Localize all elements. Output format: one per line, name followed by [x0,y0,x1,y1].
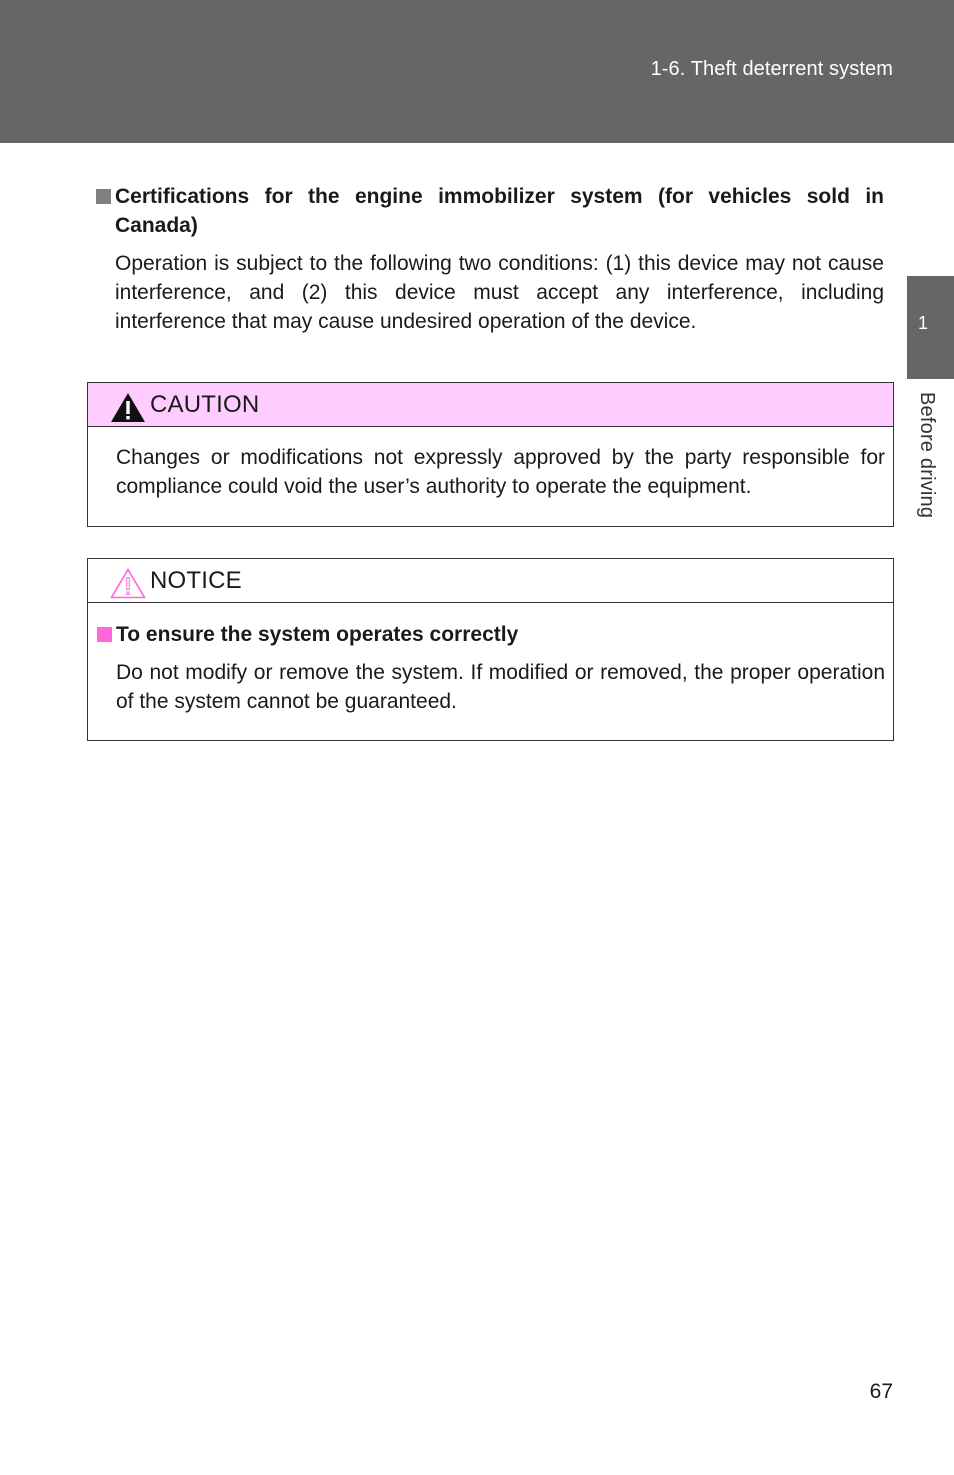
caution-header [88,383,893,427]
certification-section [95,182,884,336]
caution-text: Changes or modifications not expressly approved by the party responsible for compliance could void the user’s authority to operate the equipment. [116,446,885,498]
notice-heading-text: To ensure the system operates correctly [116,623,519,646]
warning-triangle-filled-icon [110,392,146,423]
notice-heading [96,620,885,649]
notice-box [87,558,894,741]
notice-title: NOTICE [150,567,242,594]
caution-title: CAUTION [150,391,260,418]
caution-box [87,382,894,527]
certification-heading [95,182,884,240]
notice-body [96,620,885,716]
caution-body [96,443,885,501]
notice-text: Do not modify or remove the system. If modified or removed, the proper operation of the system cannot be guaranteed. [116,661,885,713]
page-number: 67 [869,1380,893,1403]
chapter-tab[interactable] [907,276,954,379]
certification-heading-text: Certifications for the engine immobilizer system (for vehicles sold in Canada) [115,185,884,237]
notice-header [88,559,893,603]
section-title: 1-6. Theft deterrent system [650,58,893,80]
square-bullet-icon [97,627,112,642]
certification-body: Operation is subject to the following two conditions: (1) this device may not cause interference, and (2) this device must accept any interference, including interference that may cause undesired operation of the device. [115,252,884,333]
chapter-label: Before driving [916,392,938,519]
warning-triangle-outline-icon [110,568,146,599]
chapter-number: 1 [918,313,929,333]
square-bullet-icon [96,189,111,204]
